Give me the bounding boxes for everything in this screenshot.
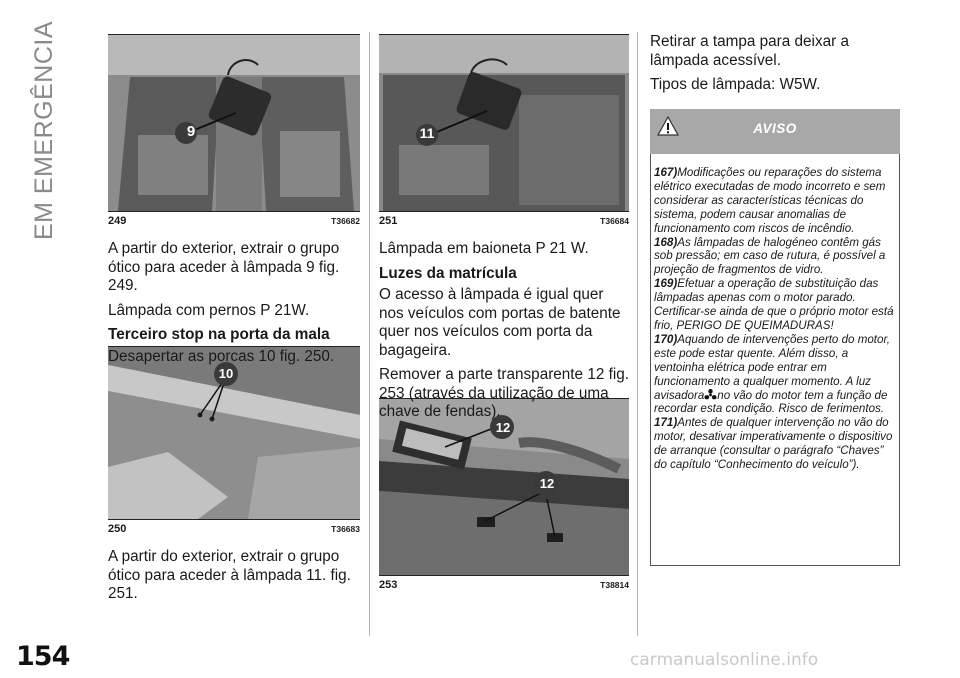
warning-item-text: Modificações ou reparações do sistema elétrico executadas de modo incorreto e sem considerar as características técnicas do sistema, podem causar anomalias de funcionamento com riscos de incêndio. — [654, 166, 886, 235]
figure-number: 251 — [379, 215, 398, 227]
warning-item-number: 171) — [654, 416, 678, 430]
figure-number: 250 — [108, 523, 127, 535]
warning-item — [654, 236, 895, 278]
column-divider — [637, 32, 638, 636]
figure-249 — [108, 34, 360, 228]
figure-code: T36684 — [600, 216, 629, 226]
warning-box — [650, 109, 900, 566]
warning-item — [654, 166, 895, 236]
warning-item-number: 170) — [654, 332, 678, 346]
figure-code: T36683 — [331, 524, 360, 534]
figure-photo — [108, 35, 360, 211]
warning-item — [654, 277, 895, 333]
watermark: carmanualsonline.info — [630, 650, 819, 670]
figure-code: T38814 — [600, 580, 629, 590]
column-1-text — [108, 240, 360, 372]
figure-code: T36682 — [331, 216, 360, 226]
paragraph: Lâmpada em baioneta P 21 W. — [379, 240, 589, 257]
column-3-text — [650, 33, 902, 101]
callout-11: 11 — [419, 125, 435, 141]
warning-item-text: As lâmpadas de halogéneo contêm gás sob pressão; em caso de rutura, é possível a projeção de fragmentos de vidro. — [654, 235, 886, 277]
figure-number: 253 — [379, 579, 398, 591]
column-1-text-bottom — [108, 548, 360, 610]
chapter-tab — [20, 20, 70, 240]
callout-12: 12 — [539, 476, 555, 491]
figure-number: 249 — [108, 215, 127, 227]
paragraph: Lâmpada com pernos P 21W. — [108, 301, 310, 319]
warning-item-text: Efetuar a operação de substituição das lâmpadas apenas com o motor parado. Certificar-se ainda de que o próprio motor está frio, PERIGO DE QUEIMADURAS! — [654, 277, 894, 332]
chapter-title: EM EMERGÊNCIA — [30, 20, 59, 240]
warning-item-text: Antes de qualquer intervenção no vão do motor, desativar imperativamente o dispositivo de arranque (consultar o parágrafo “Chaves” do capítulo “Conhecimento do veículo”). — [654, 416, 893, 472]
column-2-text — [379, 240, 631, 428]
paragraph: Desapertar as porcas 10 fig. 250. — [108, 347, 335, 365]
callout-12: 12 — [495, 420, 511, 435]
paragraph: Tipos de lâmpada: W5W. — [650, 76, 821, 93]
figure-photo — [379, 35, 629, 211]
paragraph: A partir do exterior, extrair o grupo ótico para aceder à lâmpada 9 fig. 249. — [108, 240, 340, 294]
section-heading: Terceiro stop na porta da mala — [108, 326, 330, 343]
column-divider — [369, 32, 370, 636]
callout-9: 9 — [186, 123, 196, 140]
warning-item — [654, 333, 895, 416]
warning-item-number: 169) — [654, 277, 678, 291]
paragraph: A partir do exterior, extrair o grupo ótico para aceder à lâmpada 11. fig. 251. — [108, 548, 351, 602]
section-heading: Luzes da matrícula — [379, 264, 517, 282]
warning-body — [650, 154, 900, 566]
paragraph: Remover a parte transparente 12 fig. 253 (através da utilização de uma chave de fendas). — [379, 366, 629, 420]
warning-item — [654, 416, 895, 472]
paragraph: O acesso à lâmpada é igual quer nos veículos com portas de batente quer nos veículos com porta da bagageira. — [379, 286, 621, 359]
paragraph: Retirar a tampa para deixar a lâmpada acessível. — [650, 33, 849, 69]
warning-title: AVISO — [753, 121, 797, 136]
page-number: 154 — [16, 641, 70, 672]
warning-item-number: 167) — [654, 166, 678, 179]
engine-fan-icon — [704, 389, 717, 401]
callout-10: 10 — [218, 366, 234, 381]
warning-item-text: Aquando de intervenções perto do motor, este pode estar quente. Além disso, a ventoinha elétrica pode entrar em funcionamento a qualquer momento. A luz avisadora — [654, 332, 890, 402]
warning-item-text: no vão do motor tem a função de recordar esta condição. Risco de ferimentos. — [654, 388, 888, 416]
warning-header — [650, 109, 900, 154]
warning-item-number: 168) — [654, 235, 678, 249]
